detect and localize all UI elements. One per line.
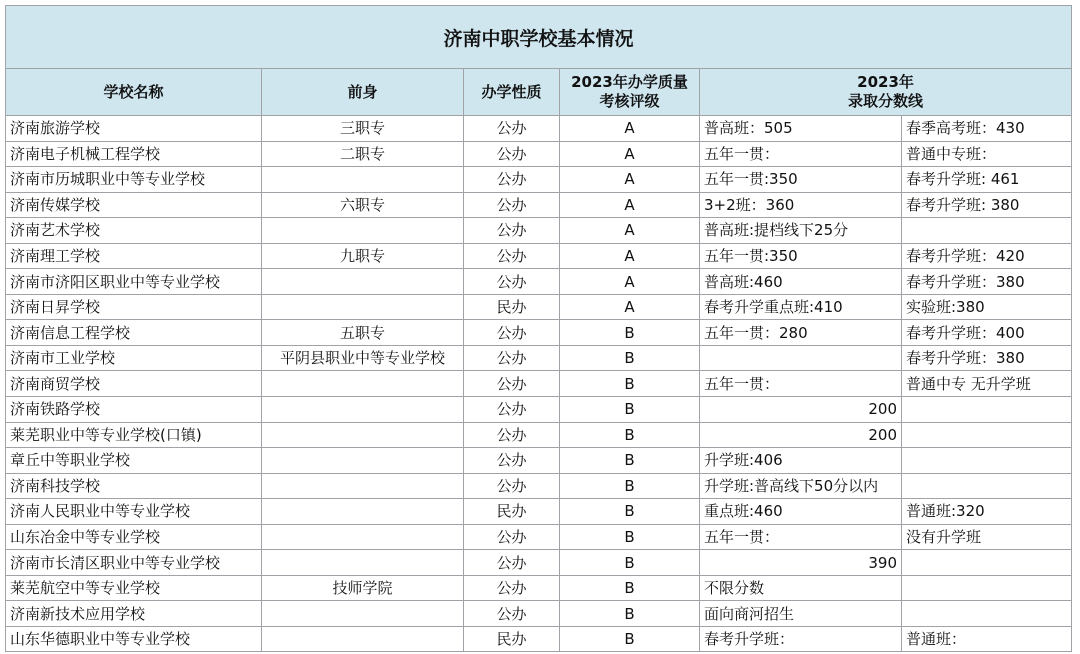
cell-nature[interactable]: 民办 (464, 499, 560, 525)
table-row (6, 601, 1072, 627)
cell-school[interactable]: 济南艺术学校 (6, 218, 262, 244)
cell-school[interactable]: 济南市工业学校 (6, 345, 262, 371)
cell-rating[interactable]: A (560, 269, 700, 295)
table-row (6, 575, 1072, 601)
cell-rating[interactable]: A (560, 141, 700, 167)
cell-nature[interactable]: 公办 (464, 371, 560, 397)
cell-school[interactable]: 济南市济阳区职业中等专业学校 (6, 269, 262, 295)
cell-rating[interactable]: B (560, 524, 700, 550)
cell-nature[interactable]: 公办 (464, 550, 560, 576)
cell-predecessor[interactable] (262, 524, 464, 550)
table-row (6, 141, 1072, 167)
cell-rating[interactable]: B (560, 320, 700, 346)
cell-score-1[interactable]: 3+2班：360 (700, 192, 902, 218)
cell-nature[interactable]: 公办 (464, 448, 560, 474)
cell-score-2[interactable]: 春考升学班: 380 (902, 192, 1072, 218)
table-row (6, 294, 1072, 320)
cell-predecessor[interactable] (262, 167, 464, 193)
cell-nature[interactable]: 民办 (464, 626, 560, 652)
cell-rating[interactable]: B (560, 626, 700, 652)
cell-score-1[interactable]: 五年一贯:350 (700, 167, 902, 193)
cell-nature[interactable]: 公办 (464, 218, 560, 244)
cell-predecessor[interactable] (262, 269, 464, 295)
table-row (6, 320, 1072, 346)
cell-score-1[interactable]: 不限分数 (700, 575, 902, 601)
cell-score-2[interactable]: 春考升学班: 461 (902, 167, 1072, 193)
table-row (6, 397, 1072, 423)
cell-nature[interactable]: 公办 (464, 422, 560, 448)
cell-nature[interactable]: 公办 (464, 243, 560, 269)
cell-school[interactable]: 章丘中等职业学校 (6, 448, 262, 474)
cell-score-1[interactable]: 五年一贯:350 (700, 243, 902, 269)
cell-predecessor[interactable] (262, 397, 464, 423)
cell-predecessor[interactable] (262, 601, 464, 627)
cell-score-1[interactable]: 面向商河招生 (700, 601, 902, 627)
cell-predecessor[interactable] (262, 371, 464, 397)
cell-score-2[interactable] (902, 448, 1072, 474)
cell-rating[interactable]: A (560, 294, 700, 320)
cell-school[interactable]: 山东冶金中等专业学校 (6, 524, 262, 550)
cell-score-1[interactable]: 普高班：505 (700, 116, 902, 142)
cell-rating[interactable]: B (560, 499, 700, 525)
cell-rating[interactable]: B (560, 397, 700, 423)
cell-nature[interactable]: 公办 (464, 192, 560, 218)
table-row (6, 448, 1072, 474)
cell-nature[interactable]: 公办 (464, 575, 560, 601)
header-score-line1: 2023年 (857, 73, 914, 91)
cell-school[interactable]: 山东华德职业中等专业学校 (6, 626, 262, 652)
cell-score-2[interactable]: 春考升学班：400 (902, 320, 1072, 346)
cell-score-2[interactable] (902, 550, 1072, 576)
table-row (6, 345, 1072, 371)
cell-rating[interactable]: B (560, 345, 700, 371)
cell-predecessor[interactable] (262, 626, 464, 652)
cell-score-1[interactable]: 春考升学班： (700, 626, 902, 652)
cell-score-2[interactable]: 普通班:320 (902, 499, 1072, 525)
cell-score-2[interactable]: 春季高考班：430 (902, 116, 1072, 142)
cell-score-1[interactable]: 普高班:460 (700, 269, 902, 295)
header-rating-line1: 2023年办学质量 (571, 73, 688, 91)
cell-predecessor[interactable] (262, 294, 464, 320)
cell-nature[interactable]: 公办 (464, 524, 560, 550)
cell-score-1[interactable]: 五年一贯：280 (700, 320, 902, 346)
cell-nature[interactable]: 公办 (464, 320, 560, 346)
cell-predecessor[interactable]: 五职专 (262, 320, 464, 346)
cell-score-2[interactable]: 春考升学班：380 (902, 345, 1072, 371)
cell-school[interactable]: 济南旅游学校 (6, 116, 262, 142)
cell-rating[interactable]: B (560, 575, 700, 601)
cell-nature[interactable]: 公办 (464, 269, 560, 295)
cell-nature[interactable]: 公办 (464, 601, 560, 627)
cell-nature[interactable]: 公办 (464, 397, 560, 423)
cell-score-1[interactable]: 390 (700, 550, 902, 576)
cell-school[interactable]: 济南科技学校 (6, 473, 262, 499)
cell-rating[interactable]: B (560, 448, 700, 474)
cell-nature[interactable]: 民办 (464, 294, 560, 320)
cell-rating[interactable]: A (560, 116, 700, 142)
header-rating-line2: 考核评级 (599, 92, 660, 110)
cell-score-2[interactable] (902, 575, 1072, 601)
cell-predecessor[interactable] (262, 473, 464, 499)
cell-score-1[interactable]: 五年一贯： (700, 141, 902, 167)
cell-predecessor[interactable]: 二职专 (262, 141, 464, 167)
cell-score-1[interactable]: 200 (700, 397, 902, 423)
cell-score-1[interactable]: 升学班:406 (700, 448, 902, 474)
cell-score-1[interactable]: 春考升学重点班:410 (700, 294, 902, 320)
cell-score-1[interactable]: 五年一贯： (700, 524, 902, 550)
cell-predecessor[interactable] (262, 218, 464, 244)
table-row (6, 550, 1072, 576)
cell-score-2[interactable]: 实验班:380 (902, 294, 1072, 320)
header-nature: 办学性质 (464, 69, 560, 116)
header-score-line2: 录取分数线 (848, 92, 924, 110)
cell-school[interactable]: 济南商贸学校 (6, 371, 262, 397)
cell-score-1[interactable]: 200 (700, 422, 902, 448)
cell-school[interactable]: 济南信息工程学校 (6, 320, 262, 346)
cell-predecessor[interactable]: 六职专 (262, 192, 464, 218)
cell-nature[interactable]: 公办 (464, 116, 560, 142)
table-title: 济南中职学校基本情况 (6, 6, 1072, 69)
cell-score-2[interactable] (902, 422, 1072, 448)
cell-school[interactable]: 济南日昇学校 (6, 294, 262, 320)
table-row (6, 626, 1072, 652)
cell-score-2[interactable]: 普通班： (902, 626, 1072, 652)
cell-score-2[interactable] (902, 218, 1072, 244)
cell-score-1[interactable] (700, 345, 902, 371)
cell-score-2[interactable] (902, 473, 1072, 499)
table-row (6, 218, 1072, 244)
cell-score-1[interactable]: 普高班:提档线下25分 (700, 218, 902, 244)
cell-school[interactable]: 济南市历城职业中等专业学校 (6, 167, 262, 193)
cell-school[interactable]: 济南市长清区职业中等专业学校 (6, 550, 262, 576)
cell-score-2[interactable]: 春考升学班：420 (902, 243, 1072, 269)
cell-score-1[interactable]: 重点班:460 (700, 499, 902, 525)
cell-rating[interactable]: A (560, 192, 700, 218)
cell-predecessor[interactable] (262, 499, 464, 525)
table-row (6, 192, 1072, 218)
cell-school[interactable]: 济南理工学校 (6, 243, 262, 269)
header-school: 学校名称 (6, 69, 262, 116)
header-row (6, 69, 1072, 116)
cell-score-2[interactable]: 普通中专 无升学班 (902, 371, 1072, 397)
cell-school[interactable]: 济南新技术应用学校 (6, 601, 262, 627)
cell-predecessor[interactable] (262, 422, 464, 448)
spreadsheet (5, 5, 1072, 652)
cell-score-1[interactable]: 升学班:普高线下50分以内 (700, 473, 902, 499)
table-body (6, 116, 1072, 652)
cell-score-2[interactable]: 没有升学班 (902, 524, 1072, 550)
cell-predecessor[interactable] (262, 448, 464, 474)
cell-school[interactable]: 济南人民职业中等专业学校 (6, 499, 262, 525)
table-row (6, 167, 1072, 193)
cell-nature[interactable]: 公办 (464, 345, 560, 371)
cell-school[interactable]: 莱芜航空中等专业学校 (6, 575, 262, 601)
cell-score-2[interactable] (902, 397, 1072, 423)
cell-rating[interactable]: A (560, 243, 700, 269)
header-predecessor: 前身 (262, 69, 464, 116)
cell-rating[interactable]: B (560, 601, 700, 627)
table-row (6, 371, 1072, 397)
cell-rating[interactable]: B (560, 371, 700, 397)
cell-predecessor[interactable]: 九职专 (262, 243, 464, 269)
cell-score-1[interactable]: 五年一贯： (700, 371, 902, 397)
cell-rating[interactable]: B (560, 422, 700, 448)
cell-nature[interactable]: 公办 (464, 473, 560, 499)
cell-rating[interactable]: A (560, 218, 700, 244)
table-row (6, 243, 1072, 269)
table-row (6, 269, 1072, 295)
table-row (6, 473, 1072, 499)
cell-school[interactable]: 济南铁路学校 (6, 397, 262, 423)
table-row (6, 499, 1072, 525)
cell-predecessor[interactable] (262, 550, 464, 576)
schools-table (5, 5, 1072, 652)
cell-rating[interactable]: A (560, 167, 700, 193)
table-row (6, 116, 1072, 142)
cell-score-2[interactable]: 普通中专班： (902, 141, 1072, 167)
cell-score-2[interactable]: 春考升学班：380 (902, 269, 1072, 295)
cell-predecessor[interactable]: 三职专 (262, 116, 464, 142)
cell-school[interactable]: 济南传媒学校 (6, 192, 262, 218)
cell-school[interactable]: 莱芜职业中等专业学校(口镇) (6, 422, 262, 448)
header-score (700, 69, 1072, 116)
cell-nature[interactable]: 公办 (464, 141, 560, 167)
cell-predecessor[interactable]: 平阴县职业中等专业学校 (262, 345, 464, 371)
cell-nature[interactable]: 公办 (464, 167, 560, 193)
cell-predecessor[interactable]: 技师学院 (262, 575, 464, 601)
cell-rating[interactable]: B (560, 473, 700, 499)
table-row (6, 422, 1072, 448)
cell-rating[interactable]: B (560, 550, 700, 576)
cell-school[interactable]: 济南电子机械工程学校 (6, 141, 262, 167)
cell-score-2[interactable] (902, 601, 1072, 627)
header-rating (560, 69, 700, 116)
table-row (6, 524, 1072, 550)
